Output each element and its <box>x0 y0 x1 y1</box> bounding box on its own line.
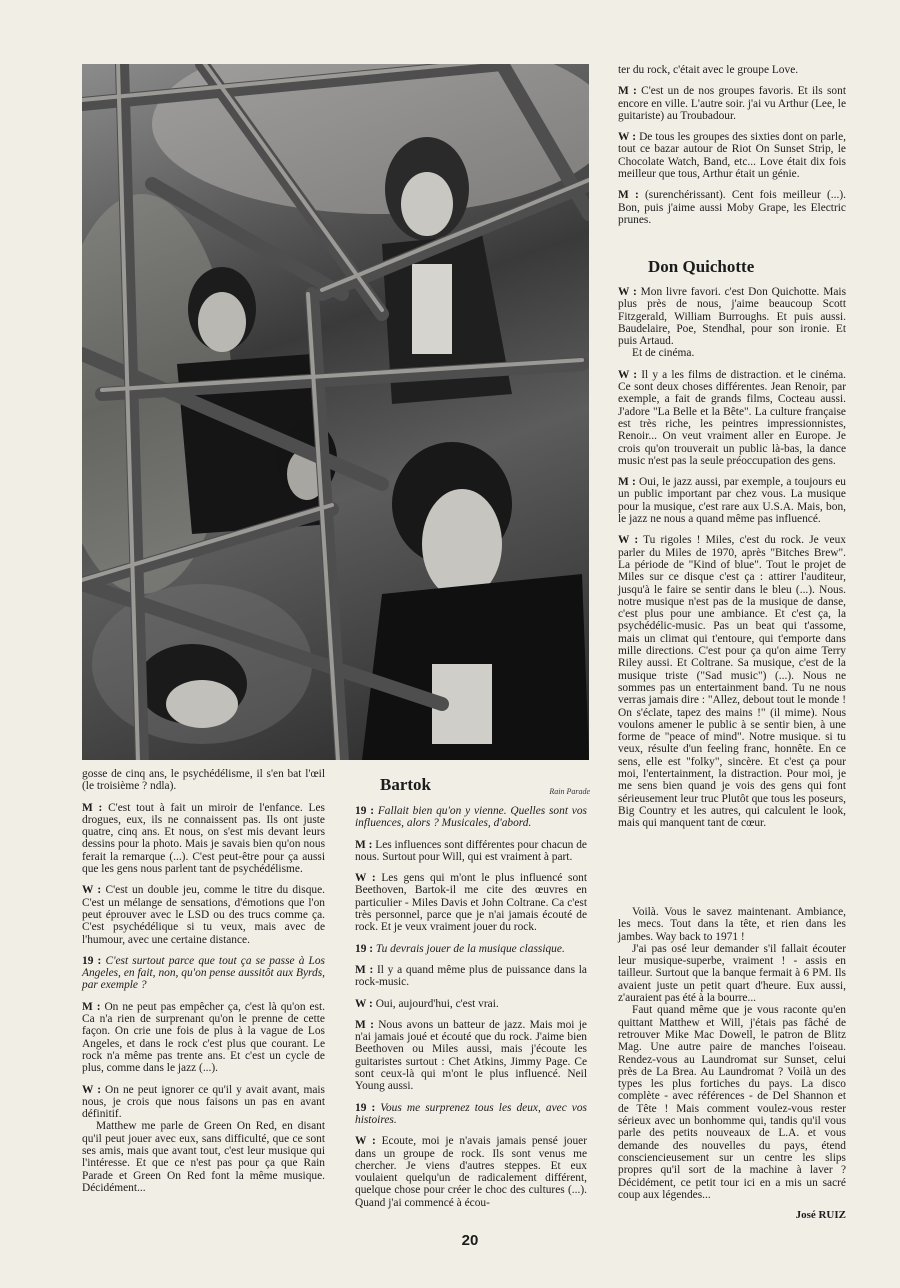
paragraph-text: Oui, aujourd'hui, c'est vrai. <box>375 997 499 1010</box>
paragraph-text: J'ai pas osé leur demander s'il fallait écouter leur musique-superbe, vraiment ! - assis en tailleur. Surtout que la banque fermait à 6 PM. Ils avaient juste un petit quart d'heure. Eux aussi, z'auraient pas été à la bourre... <box>618 942 846 1005</box>
paragraph <box>618 534 846 829</box>
middle-column <box>355 805 587 1218</box>
speaker-label: W : <box>618 534 639 547</box>
paragraph <box>82 884 325 945</box>
paragraph <box>355 872 587 933</box>
paragraph <box>355 1019 587 1093</box>
paragraph-text: Ecoute, moi je n'avais jamais pensé jouer dans un groupe de rock. Ils sont venus me chercher. Je viens d'autres steppes. Et eux voulaient quelqu'un de radicalement différent, quelque chose pour créer le choc des cultures (...). Quand j'ai commencé à écou- <box>355 1135 587 1209</box>
paragraph-text: C'est surtout parce que tout ça se passe à Los Angeles, en fait, non, qu'on pense aussitôt aux Byrds, par exemple ? <box>82 954 325 992</box>
section-heading-bartok: Bartok <box>380 775 431 794</box>
speaker-label: W : <box>355 997 373 1010</box>
paragraph-text: Les gens qui m'ont le plus influencé sont Beethoven, Bartok-il me cite des œuvres en particulier - Miles Davis et John Coltrane. Ca c'est très personnel, parce que je n'ai jamais écouté de rock. Et je veux vraiment jouer du rock. <box>355 872 587 934</box>
speaker-label: M : <box>618 476 636 489</box>
paragraph <box>82 1084 325 1121</box>
paragraph <box>82 768 325 793</box>
paragraph-text: (surenchérissant). Cent fois meilleur (...). Bon, puis j'aime aussi Moby Grape, les Electric prunes. <box>618 189 846 226</box>
page-number: 20 <box>461 1232 479 1249</box>
section-heading-don-quichotte: Don Quichotte <box>648 257 755 276</box>
paragraph <box>618 189 846 226</box>
paragraph <box>82 1001 325 1075</box>
paragraph-text: Nous avons un batteur de jazz. Mais moi je n'ai jamais joué et écouté que du rock. J'aime bien Beethoven ou Miles aussi, mais j'écoute les guitaristes surtout : Chet Atkins, Jimmy Page. Ce sont ceux-là qui m'ont le plus influencé. Neil Young aussi. <box>355 1018 587 1093</box>
paragraph-text: C'est un de nos groupes favoris. Et ils sont encore en ville. L'autre soir. j'ai vu Arthur (Lee, le guitariste) au Troubadour. <box>618 85 846 122</box>
paragraph-text: Oui, le jazz aussi, par exemple, a toujours eu un public important par chez vous. La musique pour la musique, c'est rare aux U.S.A. Mais, bon, le jazz ne nous a quand même pas influencé. <box>618 476 846 526</box>
paragraph-text: Et de cinéma. <box>632 347 695 360</box>
speaker-label: M : <box>355 838 373 851</box>
paragraph <box>618 369 846 467</box>
speaker-label: M : <box>355 1018 374 1031</box>
speaker-label: W : <box>618 286 637 298</box>
paragraph <box>355 839 587 864</box>
paragraph <box>355 1135 587 1209</box>
paragraph-text: On ne peut pas empêcher ça, c'est là qu'on est. Ca n'a rien de surprenant qu'on le prenne de cette façon. On crie une fois de plus à la vague de Los Angeles, et dans le rock c'est plus que courant. Le rock n'a même pas trente ans. Et c'est un cycle de plus, comme dans le jazz (...). <box>82 1000 325 1075</box>
paragraph <box>618 943 846 1004</box>
paragraph <box>618 906 846 943</box>
photo-caption: Rain Parade <box>549 787 590 796</box>
right-column-closing <box>618 906 846 1221</box>
question <box>355 1102 587 1127</box>
speaker-label: 19 : <box>355 942 374 955</box>
speaker-label: M : <box>82 1000 101 1013</box>
speaker-label: W : <box>618 131 637 144</box>
paragraph <box>82 802 325 876</box>
paragraph-text: C'est un double jeu, comme le titre du disque. C'est un mélange de sensations, d'émotions que l'on peut éprouver avec le LSD ou des trucs comme ça. C'est psychédélique si tu veux, mais avec de l'humour, avec une certaine distance. <box>82 884 325 946</box>
paragraph <box>355 998 587 1010</box>
paragraph-text: Mon livre favori. c'est Don Quichotte. Mais plus près de nous, j'aime beaucoup Scott Fitzgerald, William Burroughs. Et puis aussi. Baudelaire, Poe, Stendhal, pour son ironie. Et puis Artaud. <box>618 286 846 348</box>
paragraph-text: Il y a quand même plus de puissance dans la rock-music. <box>355 963 587 989</box>
left-column <box>82 768 325 1194</box>
paragraph <box>618 131 846 180</box>
speaker-label: M : <box>618 85 637 98</box>
paragraph <box>618 1004 846 1201</box>
speaker-label: W : <box>355 872 376 885</box>
right-column <box>618 286 846 838</box>
paragraph-text: gosse de cinq ans, le psychédélisme, il s'en bat l'œil (le troisième ? ndla). <box>82 768 325 793</box>
speaker-label: W : <box>82 1083 101 1096</box>
paragraph-text: Tu devrais jouer de la musique classique. <box>375 942 565 955</box>
paragraph-text: Fallait bien qu'on y vienne. Quelles sont vos influences, alors ? Musicales, d'abord. <box>355 805 587 830</box>
band-photo-illustration <box>82 64 589 760</box>
speaker-label: W : <box>618 368 638 381</box>
paragraph <box>618 64 846 76</box>
paragraph <box>355 964 587 989</box>
paragraph <box>618 85 846 122</box>
question <box>82 955 325 992</box>
paragraph <box>82 1120 325 1194</box>
speaker-label: 19 : <box>82 954 102 967</box>
paragraph-text: Matthew me parle de Green On Red, en disant qu'il peut jouer avec eux, sans difficulté, que ce sont ses amis, mais que avant tout, c'est leur musique qui l'intéresse. Et que ce n'est pas pour ça que Rain Parade et Green On Red font la même musique. Décidément... <box>82 1120 325 1194</box>
speaker-label: W : <box>355 1135 376 1148</box>
paragraph <box>618 476 846 525</box>
speaker-label: M : <box>82 801 103 814</box>
paragraph-text: On ne peut ignorer ce qu'il y avait avant, mais nous, je crois que nous faisons un pas en avant définitif. <box>82 1083 325 1121</box>
speaker-label: M : <box>355 963 374 976</box>
paragraph-text: Voilà. Vous le savez maintenant. Ambiance, les mecs. Tout dans la tête, et rien dans les jambes. Way back to 1971 ! <box>618 906 846 943</box>
question <box>355 943 587 955</box>
speaker-label: W : <box>82 884 102 897</box>
speaker-label: M : <box>618 189 639 202</box>
right-column-top <box>618 64 846 235</box>
author-signature: José RUIZ <box>795 1209 846 1222</box>
paragraph-text: C'est tout à fait un miroir de l'enfance. Les drogues, eux, ils ne connaissent pas. Ils ont juste quatre, cinq ans. Et nous, on s'est mis devant leurs dessins pour la photo. Mais je savais bien qu'on nous ferait la remarque (...). C'est peut-être pour ça aussi que les gens nous parlent tant de psychédélisme. <box>82 801 325 876</box>
paragraph-text: ter du rock, c'était avec le groupe Love. <box>618 64 799 76</box>
question <box>355 805 587 830</box>
band-photo <box>82 64 589 760</box>
speaker-label: 19 : <box>355 805 375 817</box>
paragraph-text: Vous me surprenez tous les deux, avec vos histoires. <box>355 1101 587 1126</box>
paragraph-text: De tous les groupes des sixties dont on parle, tout ce bazar autour de Riot On Sunset Strip, le Chocolate Watch, Band, etc... Love était dix fois meilleur que tous, Arthur était un génie. <box>618 131 846 181</box>
speaker-label: 19 : <box>355 1101 376 1114</box>
paragraph-text: Faut quand même que je vous raconte qu'en quittant Matthew et Will, j'étais pas fâché de retrouver Mike Mac Dowell, le patron de Blitz Mag. Une autre paire de manches l'oiseau. Rendez-vous au Laundromat sur Sunset, celui près de La Brea. Au Laundromat ? Voilà un des types les plus fortiches du pays. La disco complète - avec références - de Del Shannon et de Tête ! Mais comment voulez-vous rester sérieux avec un bonhomme qui, tandis qu'il vous parle des petits nouveaux de L.A. et vous demande des nouvelles du pays, étend consciencieusement sur un centre les slips propres qu'il sort de la machine à laver ? Décidément, ce petit tour ici en a mis un sacré coup aux légendes... <box>618 1004 846 1201</box>
paragraph <box>618 286 846 347</box>
paragraph-text: Il y a les films de distraction. et le cinéma. Ce sont deux choses différentes. Jean Renoir, par exemple, a fait de grands films, Cocteau aussi. J'adore "La Belle et la Bête". La culture française est très riche, les peintres impressionnistes, Renoir... On veut vraiment aller en Europe. Je crois qu'on trouverait un public là-bas, la dance music n'est pas la seule préoccupation des gens. <box>618 368 846 467</box>
paragraph-text: Les influences sont différentes pour chacun de nous. Surtout pour Will, qui est vraiment à part. <box>355 838 587 863</box>
paragraph <box>618 347 846 359</box>
paragraph-text: Tu rigoles ! Miles, c'est du rock. Je veux parler du Miles de 1970, après "Bitches Brew". La période de "Kind of blue". Tout le projet de Miles sur ce disque c'est ça : attirer l'auditeur, jusqu'à le faire se sentir dans le bleu (...). Nous. notre musique n'est pas de la musique de danse, c'est plus pour une ambiance. Et c'est ça, la psychédélic-music. Pas un beat qui t'assome, mais un climat qui t'entoure, qui t'emporte dans mille directions. C'est pour ça qu'on aime Terry Riley aussi. Et Coltrane. Sa musique, c'est de la musique triste ("Sad music") (...). Nous ne sommes pas un entertainment band. Tu ne nous verras jamais dire : "Allez, debout tout le monde ! On s'éclate, tapez des mains !" (il mime). Nous voulons amener le public à se sentir bien, à une forme de "peace of mind". Notre musique. si tu veux, résulte d'un feeling franc, honnête. En ce sens, elle est "folky", sincère. Et c'est ça pour moi, l'entertainment, la distraction. Pour moi, je me sens bien quand je vois des gens qui font sérieusement leur truc Plutôt que tous les poseurs, Big Country et les autres, qui calculent le look, mais qui manquent tant de cœur. <box>618 534 846 830</box>
